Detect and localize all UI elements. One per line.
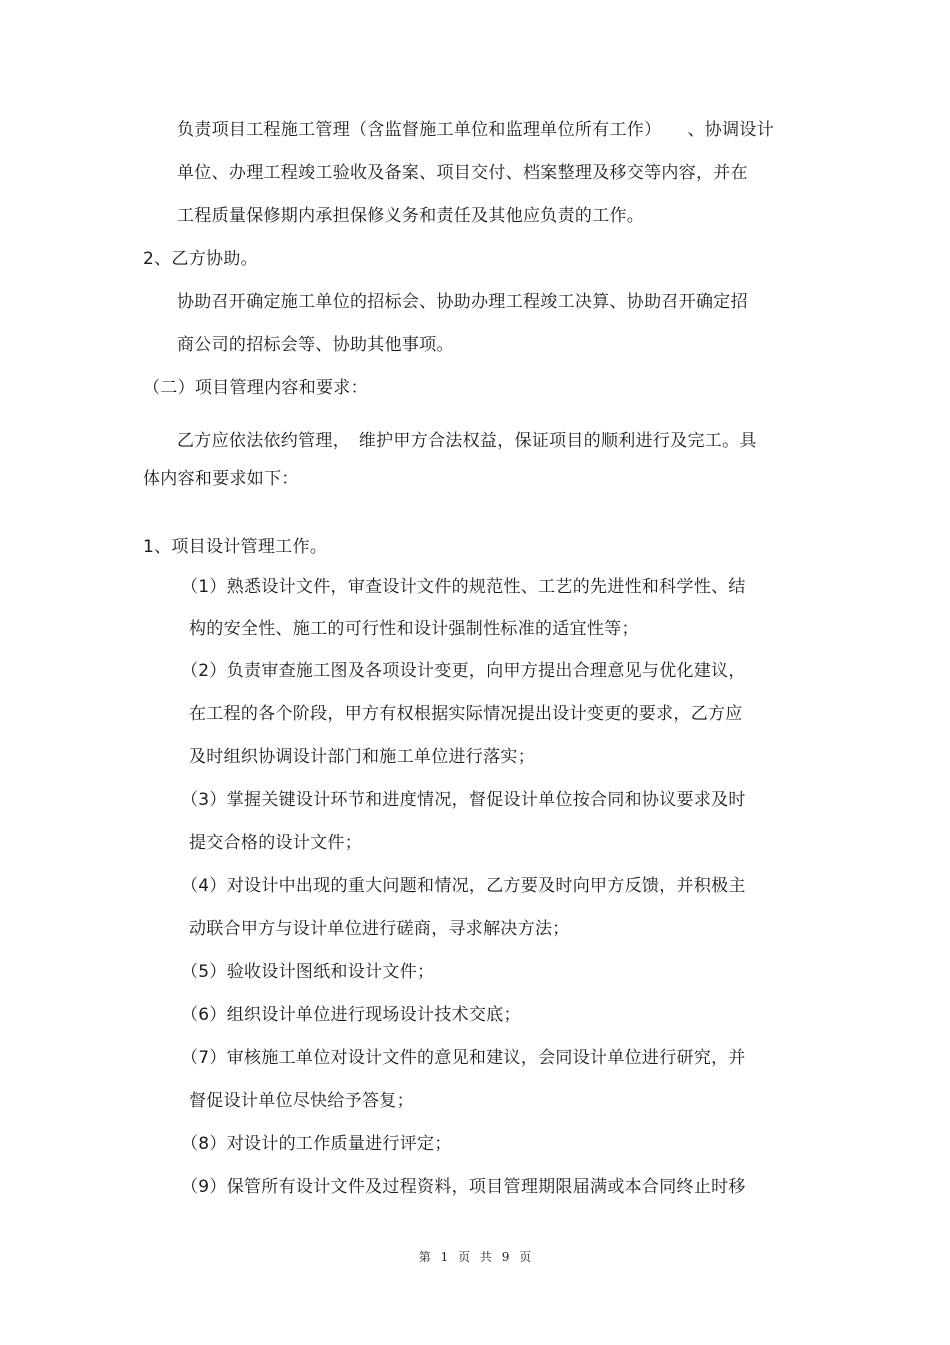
paragraph-line: 负责项目工程施工管理（含监督施工单位和监理单位所有工作） 、协调设计 — [177, 120, 774, 140]
footer-label-ye: 页 — [458, 1250, 471, 1264]
list-item-line: 督促设计单位尽快给予答复； — [189, 1091, 414, 1111]
paragraph-line: 单位、办理工程竣工验收及备案、项目交付、档案整理及移交等内容，并在 — [177, 163, 748, 183]
footer-label-gong: 共 — [479, 1250, 492, 1264]
list-item-line: 动联合甲方与设计单位进行磋商，寻求解决方法； — [189, 919, 570, 939]
list-item-line: 提交合格的设计文件； — [189, 833, 362, 853]
section-heading: 1、项目设计管理工作。 — [143, 537, 328, 557]
page-number: 1 — [440, 1250, 449, 1264]
list-item-line: （2）负责审查施工图及各项设计变更，向甲方提出合理意见与优化建议， — [181, 661, 746, 681]
section-heading: （二）项目管理内容和要求： — [143, 378, 368, 398]
paragraph-line: 体内容和要求如下： — [143, 469, 299, 489]
list-item-line: （4）对设计中出现的重大问题和情况，乙方要及时向甲方反馈，并积极主 — [181, 876, 746, 896]
list-item-line: （3）掌握关键设计环节和进度情况，督促设计单位按合同和协议要求及时 — [181, 790, 746, 810]
total-pages: 9 — [501, 1250, 510, 1264]
list-item-line: （6）组织设计单位进行现场设计技术交底； — [181, 1005, 521, 1025]
paragraph-line: 乙方应依法依约管理， 维护甲方合法权益，保证项目的顺利进行及完工。具 — [177, 431, 757, 451]
list-item-line: （7）审核施工单位对设计文件的意见和建议，会同设计单位进行研究，并 — [181, 1048, 746, 1068]
paragraph-line: 协助召开确定施工单位的招标会、协助办理工程竣工决算、协助召开确定招 — [177, 292, 748, 312]
list-item-line: 构的安全性、施工的可行性和设计强制性标准的适宜性等； — [189, 619, 639, 639]
footer-label-ye2: 页 — [519, 1250, 532, 1264]
footer-label-di: 第 — [418, 1250, 431, 1264]
paragraph-line: 商公司的招标会等、协助其他事项。 — [177, 335, 454, 355]
section-heading: 2、乙方协助。 — [143, 249, 258, 269]
paragraph-line: 工程质量保修期内承担保修义务和责任及其他应负责的工作。 — [177, 206, 645, 226]
list-item-line: （8）对设计的工作质量进行评定； — [181, 1134, 452, 1154]
list-item-line: 在工程的各个阶段，甲方有权根据实际情况提出设计变更的要求，乙方应 — [189, 704, 743, 724]
list-item-line: （1）熟悉设计文件，审查设计文件的规范性、工艺的先进性和科学性、结 — [181, 577, 746, 597]
page-footer — [0, 1248, 950, 1265]
list-item-line: （9）保管所有设计文件及过程资料，项目管理期限届满或本合同终止时移 — [181, 1177, 746, 1197]
list-item-line: 及时组织协调设计部门和施工单位进行落实； — [189, 747, 535, 767]
list-item-line: （5）验收设计图纸和设计文件； — [181, 962, 435, 982]
